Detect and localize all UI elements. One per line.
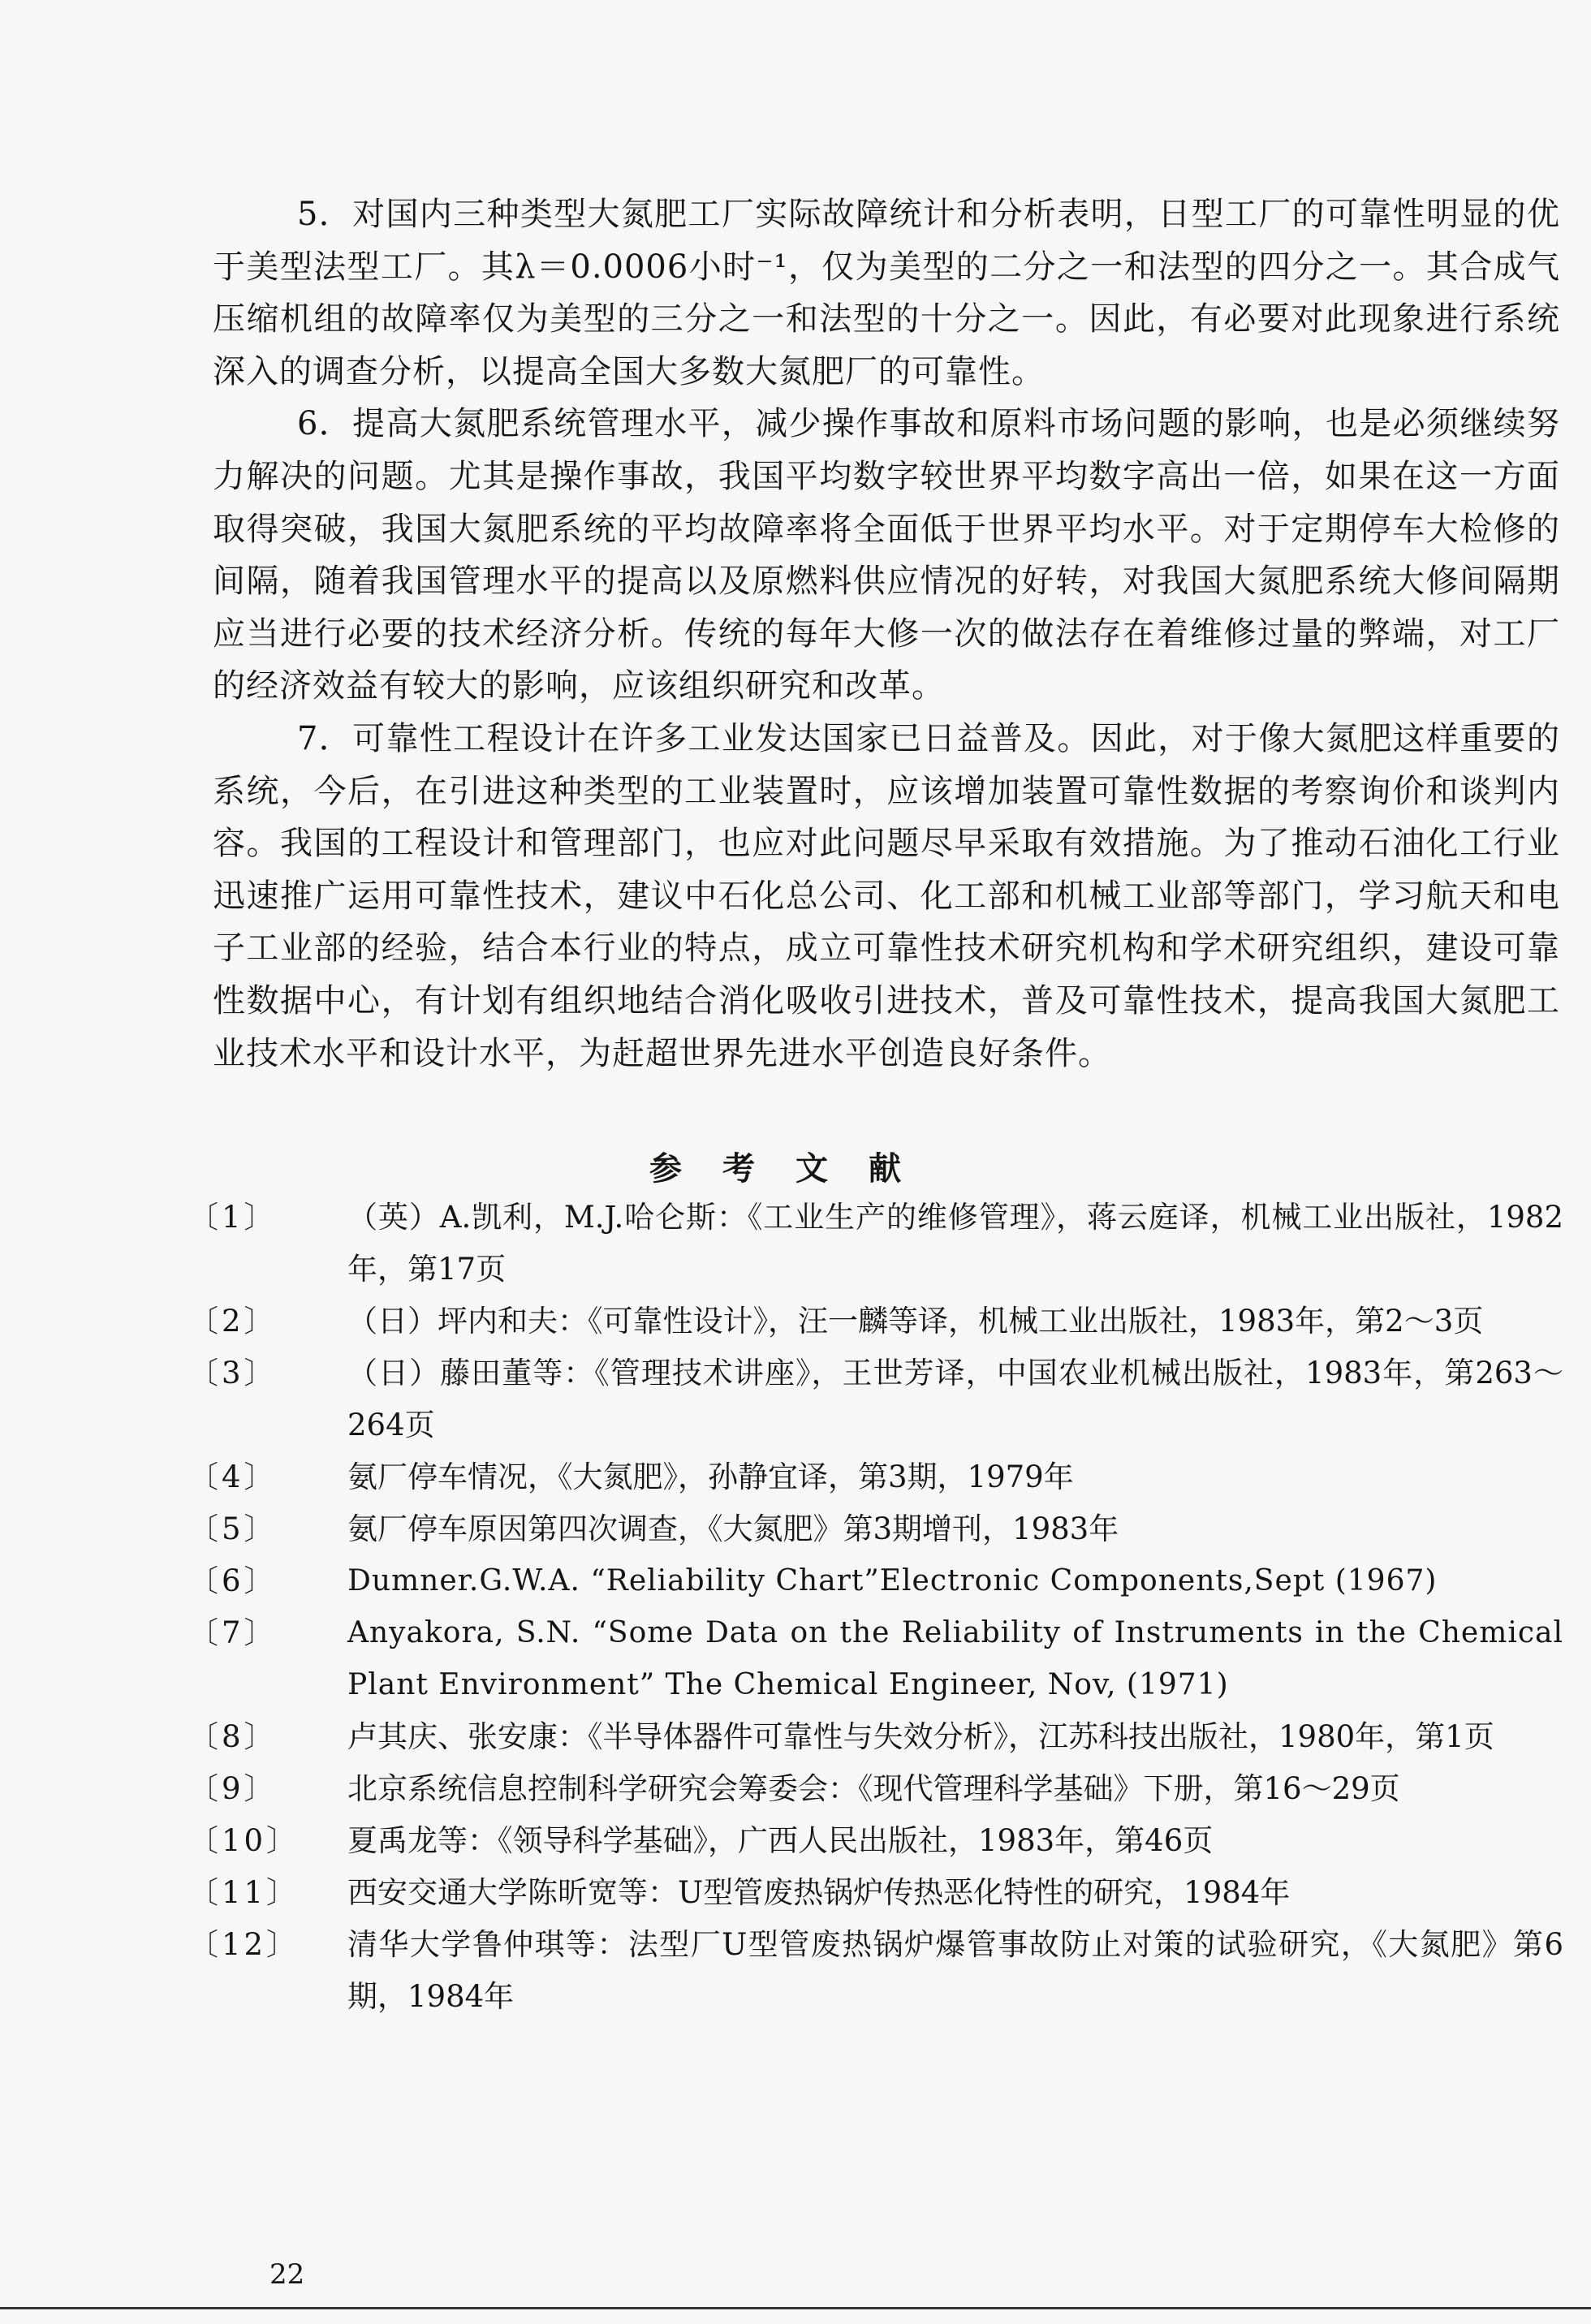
body-text — [213, 188, 1560, 1080]
reference-number: 〔2〕 — [188, 1304, 278, 1339]
reference-text: 夏禹龙等：《领导科学基础》，广西人民出版社，1983年，第46页 — [347, 1823, 1214, 1858]
reference-number: 〔4〕 — [188, 1460, 278, 1494]
reference-text: Dumner.G.W.A. “Reliability Chart”Electronic Components,Sept (1967) — [347, 1564, 1438, 1597]
bottom-rule — [0, 2307, 1591, 2309]
reference-item — [188, 1607, 1563, 1711]
reference-item — [188, 1296, 1563, 1347]
reference-text: Anyakora, S.N. “Some Data on the Reliability of Instruments in the Chemical Plant Environment” The Chemical Engineer, Nov, (1971) — [347, 1616, 1563, 1701]
reference-text: 西安交通大学陈昕宽等：U型管废热锅炉传热恶化特性的研究，1984年 — [347, 1875, 1291, 1910]
page-number: 22 — [269, 2258, 305, 2291]
reference-number: 〔10〕 — [188, 1823, 300, 1858]
reference-item — [188, 1347, 1563, 1451]
reference-text: 清华大学鲁仲琪等：法型厂U型管废热锅炉爆管事故防止对策的试验研究，《大氮肥》第6期，1984年 — [347, 1927, 1563, 2014]
reference-item — [188, 1451, 1563, 1503]
reference-item — [188, 1867, 1563, 1919]
reference-number: 〔6〕 — [188, 1563, 278, 1598]
paragraph-5: 5．对国内三种类型大氮肥工厂实际故障统计和分析表明，日型工厂的可靠性明显的优于美型法型工厂。其λ＝0.0006小时⁻¹，仅为美型的二分之一和法型的四分之一。其合成气压缩机组的故障率仅为美型的三分之一和法型的十分之一。因此，有必要对此现象进行系统深入的调查分析，以提高全国大多数大氮肥厂的可靠性。 — [213, 196, 1560, 390]
references-heading: 参考文献 — [649, 1149, 942, 1188]
reference-number: 〔11〕 — [188, 1875, 300, 1910]
reference-item — [188, 1711, 1563, 1763]
paragraph-6: 6．提高大氮肥系统管理水平，减少操作事故和原料市场问题的影响，也是必须继续努力解决的问题。尤其是操作事故，我国平均数字较世界平均数字高出一倍，如果在这一方面取得突破，我国大氮肥系统的平均故障率将全面低于世界平均水平。对于定期停车大检修的间隔，随着我国管理水平的提高以及原燃料供应情况的好转，对我国大氮肥系统大修间隔期应当进行必要的技术经济分析。传统的每年大修一次的做法存在着维修过量的弊端，对工厂的经济效益有较大的影响，应该组织研究和改革。 — [213, 405, 1560, 705]
reference-number: 〔7〕 — [188, 1615, 278, 1650]
reference-text: 卢其庆、张安康：《半导体器件可靠性与失效分析》，江苏科技出版社，1980年，第1页 — [347, 1719, 1494, 1754]
reference-text: （英）A.凯利，M.J.哈仑斯：《工业生产的维修管理》，蒋云庭译，机械工业出版社，1982年，第17页 — [347, 1200, 1563, 1287]
reference-text: 氨厂停车原因第四次调查，《大氮肥》第3期增刊，1983年 — [347, 1511, 1119, 1546]
reference-item — [188, 1555, 1563, 1607]
reference-number: 〔9〕 — [188, 1771, 278, 1806]
reference-item — [188, 1192, 1563, 1296]
reference-item — [188, 1815, 1563, 1867]
reference-number: 〔5〕 — [188, 1511, 278, 1546]
reference-item — [188, 1503, 1563, 1555]
reference-text: （日）藤田董等：《管理技术讲座》，王世芳译，中国农业机械出版社，1983年，第263～264页 — [347, 1356, 1563, 1442]
paragraph-7: 7．可靠性工程设计在许多工业发达国家已日益普及。因此，对于像大氮肥这样重要的系统，今后，在引进这种类型的工业装置时，应该增加装置可靠性数据的考察询价和谈判内容。我国的工程设计和管理部门，也应对此问题尽早采取有效措施。为了推动石油化工行业迅速推广运用可靠性技术，建议中石化总公司、化工部和机械工业部等部门，学习航天和电子工业部的经验，结合本行业的特点，成立可靠性技术研究机构和学术研究组织，建设可靠性数据中心，有计划有组织地结合消化吸收引进技术，普及可靠性技术，提高我国大氮肥工业技术水平和设计水平，为赶超世界先进水平创造良好条件。 — [213, 719, 1560, 1072]
reference-number: 〔12〕 — [188, 1927, 300, 1962]
reference-number: 〔3〕 — [188, 1356, 278, 1391]
reference-item — [188, 1763, 1563, 1815]
references-list — [188, 1192, 1563, 2023]
reference-text: （日）坪内和夫：《可靠性设计》，汪一麟等译，机械工业出版社，1983年，第2～3页 — [347, 1304, 1484, 1339]
reference-number: 〔8〕 — [188, 1719, 278, 1754]
reference-text: 北京系统信息控制科学研究会筹委会：《现代管理科学基础》下册，第16～29页 — [347, 1771, 1400, 1806]
reference-number: 〔1〕 — [188, 1200, 278, 1235]
reference-item — [188, 1919, 1563, 2023]
reference-text: 氨厂停车情况，《大氮肥》，孙静宜译，第3期，1979年 — [347, 1460, 1074, 1494]
